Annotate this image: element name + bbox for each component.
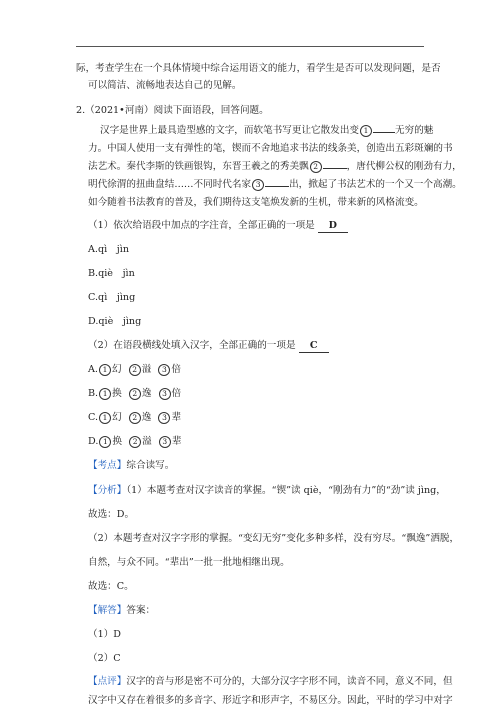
subquestion-1-option-c: C.qì jìng — [88, 292, 136, 303]
circled-number: 1 — [99, 388, 111, 400]
subquestion-1-option-d: D.qiè jìng — [88, 316, 142, 327]
circled-number-2: 2 — [310, 161, 322, 173]
subquestion-1-option-a: A.qì jìn — [88, 244, 130, 255]
jieda-line: 【解答】答案： — [88, 605, 156, 616]
continued-text-line-2: 可以简洁、流畅地表达自己的见解。 — [88, 80, 242, 91]
circled-number: 3 — [159, 388, 171, 400]
circled-number-1: 1 — [360, 125, 372, 137]
subquestion-2-option-d: D. 1 换 2 溢 3 辈 — [88, 436, 182, 447]
fenxi-label: 【分析】 — [88, 485, 127, 496]
fenxi-line-3: （2）本题考查对汉字字形的掌握。“变幻无穷”变化多种多样，没有穷尽。“飘逸”洒脱， — [88, 533, 460, 544]
circled-number: 3 — [158, 364, 170, 376]
circled-number: 1 — [99, 436, 111, 448]
kaodian-label: 【考点】 — [88, 460, 127, 471]
subquestion-1-option-b: B.qiè jìn — [88, 268, 135, 279]
jieda-answer-1: （1）D — [88, 629, 121, 640]
fenxi-line-2: 故选：D。 — [88, 509, 135, 520]
circled-number: 2 — [129, 412, 141, 424]
dianping-line-1: 【点评】汉字的音与形是密不可分的，大部分汉字字形不同，读音不同，意义不同，但 — [88, 676, 453, 687]
subquestion-1-answer: D — [318, 219, 348, 233]
blank-1 — [373, 132, 395, 133]
passage-line-1: 汉字是世界上最具造型感的文字，而软笔书写更让它散发出变 1 无穷的魅 — [100, 125, 434, 136]
circled-number-3: 3 — [252, 179, 264, 191]
subquestion-2-option-a: A. 1 幻 2 溢 3 倍 — [88, 364, 181, 375]
fenxi-line-1: 【分析】（1）本题考查对汉字读音的掌握。“锲”读 qiè，“刚劲有力”的“劲”读 jìng， — [88, 485, 446, 496]
circled-number: 2 — [129, 364, 141, 376]
continued-text-line-1: 际，考查学生在一个具体情境中综合运用语文的能力，看学生是否可以发现问题，是否 — [76, 63, 441, 74]
passage-line-3: 法艺术。秦代李斯的铁画银钩，东晋王羲之的秀美飘 2 ，唐代柳公权的刚劲有力， — [88, 161, 462, 172]
blank-3 — [265, 186, 289, 187]
subquestion-2-option-b: B. 1 换 2 逸 3 倍 — [88, 388, 182, 399]
dianping-line-2: 汉字中又存在着很多的多音字、形近字和形声字，不易区分。因此，平时的学习中对字 — [88, 695, 453, 706]
circled-number: 2 — [129, 388, 141, 400]
fenxi-line-5: 故选：C。 — [88, 581, 134, 592]
dianping-label: 【点评】 — [88, 676, 127, 687]
jieda-answer-2: （2）C — [88, 653, 121, 664]
circled-number: 3 — [158, 412, 170, 424]
blank-2 — [323, 168, 347, 169]
jieda-label: 【解答】 — [88, 605, 127, 616]
circled-number: 2 — [129, 436, 141, 448]
subquestion-2-answer: C — [299, 339, 329, 353]
passage-line-5: 如今随着书法教育的普及，我们期待这支笔焕发新的生机，带来新的风格流变。 — [88, 197, 424, 208]
passage-line-4: 明代徐渭的扭曲盘结……不同时代名家 3 出，掀起了书法艺术的一个又一个高潮。 — [88, 179, 462, 190]
fenxi-line-4: 自然，与众不同。“辈出”一批一批地相继出现。 — [88, 557, 290, 568]
circled-number: 1 — [99, 412, 111, 424]
kaodian-line: 【考点】综合读写。 — [88, 460, 175, 471]
subquestion-1-stem: （1）依次给语段中加点的字注音，全部正确的一项是 D — [88, 219, 448, 233]
question-2-header: 2.（2021•河南）阅读下面语段，回答问题。 — [76, 105, 269, 116]
subquestion-2-stem: （2）在语段横线处填入汉字，全部正确的一项是 C — [88, 339, 448, 353]
subquestion-2-option-c: C. 1 幻 2 逸 3 辈 — [88, 412, 182, 423]
header-rule — [76, 46, 424, 47]
circled-number: 1 — [99, 364, 111, 376]
passage-line-2: 力。中国人使用一支有弹性的笔，锲而不舍地追求书法的线条美，创造出五彩斑斓的书 — [88, 143, 453, 154]
circled-number: 3 — [159, 436, 171, 448]
